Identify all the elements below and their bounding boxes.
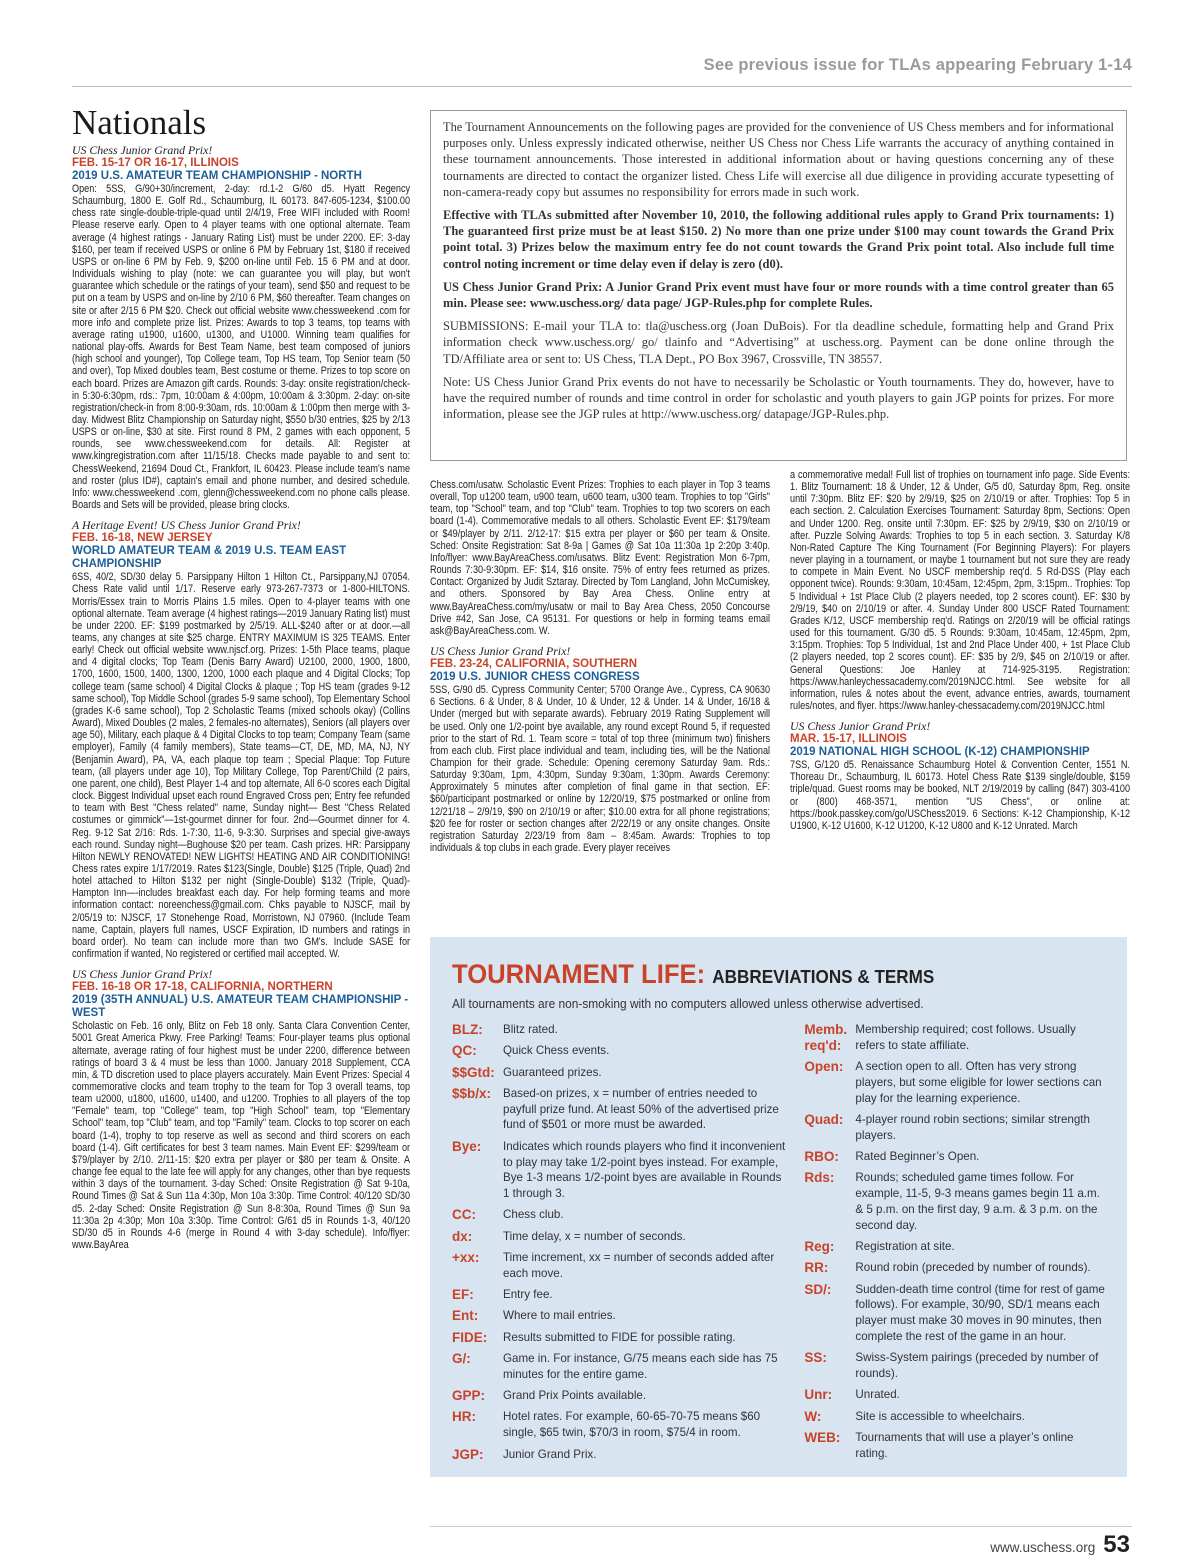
term-definition: Results submitted to FIDE for possible rating. [503,1330,736,1344]
term-abbreviation: Reg: [804,1239,835,1255]
term-definition: Entry fee. [503,1288,553,1302]
event-body: 6SS, 40/2, SD/30 delay 5. Parsippany Hilton 1 Hilton Ct., Parsippany,NJ 07054. Chess Rate valid until 1/17. Reserve early 973-267-7373 or 1-800-HILTONS. Morris/Essex train to Morris Plains 1.5 miles. Open to 4-player teams with one optional alternate. Team average (4 highest ratings—2019 January Rating list) must be under 2200. EF: $199 postmarked by 2/5/19. ALL-$240 after or at door.—all teams, any changes at site $25 charge. ENTRY MAXIMUM IS 325 TEAMS. Enter early! Check out official website www.njscf.org. Prizes: 1-5th Place teams, plaque and 4 digital clocks; Top Team (Denis Barry Award) U2100, 2000, 1900, 1800, 1700, 1600, 1500, 1400, 1300, 1200, 1000 each plaque and 4 Digital Clocks; Top college team (same school) 4 Digital Clocks & plaque ; Top HS team (grades 9-12 same school), Top Middle School (grades 5-9 same school), Top Elementary School (grades K-6 same school), Top 2 Scholastic Teams (mixed schools okay) (Collins Award), Mixed Doubles (2 males, 2 females-no alternates), Seniors (all players over age 50), Military, each plaque & 4 Digital Clocks to top team; Company Team (same employer), Family (4 family members), State teams—CT, DE, MD, MA, NJ, NY (Benjamin Award), PA, VA, each plaque top team ; Special Plaque: Top Future team, (all players under age 10), Top Military College, Top Parent/Child (2 pairs, one parent, one child), Best Player 1-4 and top alternate, All 6-0 scores each Digital clock. Biggest Individual upset each round Engraved Cross pen; Entry fee refunded to team with Best "Chess related" name, Sunday night— Best "Chess Related costumes or gimmick"—1st-gourmet dinner for four. 2nd—Gourmet dinner for 4. Reg. 9-12 Sat 2/16: Rds. 1-7:30, 11-6, 9-3:30. Surprises and special give-aways each round. Sunday night—Bughouse $20 per team. Cash prizes. HR: Parsippany Hilton NEWLY RENOVATED! NEW LIGHTS! HEATING AND AIR CONDITIONING! Chess rates expire 1/17/2019. Rates $123(Single, Double) $125 (Triple, Quad) 2nd hotel attached to Hilton $132 per night (Single-Double) $132 (Triple, Quad)-Hampton Inn—-includes breakfast each day. For help forming teams and more information contact: noreenchess@gmail.com. Chks payable to NJSCF, mail by 2/05/19 to: NJSCF, 17 Stonehenge Road, Morristown, NJ 07960. (Include Team name, Captain, players full names, USCF Expiration, ID numbers and ratings in board order). No team can include more than two GM's. Include SASE for confirmation if wanted, No registered or certified mail accepted. W. [72,571,411,961]
term-row [804,1239,1105,1255]
term-definition: Rated Beginner’s Open. [855,1150,980,1164]
term-abbreviation: BLZ: [452,1022,483,1037]
event-title: WORLD AMATEUR TEAM & 2019 U.S. TEAM EAST CHAMPIONSHIP [72,545,347,571]
event-amateur-team-north [72,144,410,511]
term-row [804,1112,1105,1144]
term-abbreviation: WEB: [804,1430,841,1446]
term-abbreviation: RBO: [804,1149,839,1165]
term-row [452,1409,786,1441]
page-number: 53 [1103,1531,1130,1558]
term-definition: Time increment, xx = number of seconds added after each move. [503,1251,775,1280]
term-definition: Membership required; cost follows. Usually refers to state affiliate. [855,1023,1076,1052]
event-title: 2019 (35TH ANNUAL) U.S. AMATEUR TEAM CHAMPIONSHIP - WEST [72,994,409,1020]
term-row [804,1282,1105,1345]
info-jgp-note: Note: US Chess Junior Grand Prix events do not have to necessarily be Scholastic or Youth tournaments. They do, however, have to have the required number of rounds and time control in order for scholastic and youth players to gain JGP points for prizes. For more information, please see the JGP rules at http://www.uschess.org/ datapage/JGP-Rules.php. [443,374,1114,422]
tournament-life-heading [452,959,1072,992]
column-middle [430,479,770,862]
term-row [452,1351,786,1383]
term-row [452,1207,786,1223]
term-abbreviation: CC: [452,1207,476,1223]
term-abbreviation: JGP: [452,1446,484,1462]
term-abbreviation: Unr: [804,1387,833,1403]
term-row [804,1409,1105,1425]
term-row [452,1065,786,1081]
footer-url: www.uschess.org [990,1540,1096,1555]
term-abbreviation: W: [804,1408,822,1424]
term-definition: Chess club. [503,1208,564,1222]
event-title: 2019 U.S. JUNIOR CHESS CONGRESS [430,671,640,684]
term-row [804,1387,1105,1403]
term-abbreviation: $$Gtd: [452,1064,495,1080]
event-date: FEB. 16-18 OR 17-18, CALIFORNIA, NORTHERN [72,981,333,994]
terms-columns [452,1022,1105,1468]
term-abbreviation: Bye: [452,1138,482,1154]
term-row [452,1388,786,1404]
term-definition: 4-player round robin sections; similar strength players. [855,1112,1090,1142]
event-junior-chess-congress-cont [790,469,1130,712]
term-abbreviation: Quad: [804,1111,844,1127]
tournament-life-title: TOURNAMENT LIFE: [452,959,706,989]
event-world-amateur-team [72,519,410,960]
term-abbreviation: $$b/x: [452,1085,492,1101]
event-body-continued: a commemorative medal! Full list of trophies on tournament info page. Side Events: 1. Blitz Tournament: 18 & Under, 12 & Under, G/5 d0, Saturday 8pm, Reg. onsite until 7:30pm. Blitz EF: $20 by 2/9/19, $25 on 2/10/19 or after. Trophies: Top 5 in each section. 2. Calculation Exercises Tournament: Saturday 8pm, Sections: Open and Under 1200. Reg. onsite until 7:30pm. EF: $25 by 2/9/19, $30 on 2/10/19 or after. Puzzle Solving Awards: Trophies to top 5 in each section. 3. Saturday K/8 Non-Rated Capture The King Tournament (For Beginning Players): For players never playing in a tournament, or maybe 1 tournament but not sure they are ready to compete in Main Event. No USCF membership req'd. 5 Rd-DSS (Play each opponent twice). Rounds: 9:30am, 10:45am, 12:45pm, 2pm, 3:15pm.. Trophies: Top 5 Individual + 1st Place Club (2 players needed, top 2 scores count). EF: $30 by 2/9/19, $40 on 2/10/19 or after. 4. Sunday Under 800 USCF Rated Tournament: Grades K/12, USCF membership req'd. Ratings on 2/20/19 will be official ratings used for this tournament. G/30 d5. 5 Rounds: 9:30am, 10:45am, 12:45pm, 2pm, 3:15pm. Trophies: Top 5 Individual, 1st and 2nd Place Under 400, + 1st Place Club (2 players needed, top 2 scores count). EF: $35 by 2/9, $45 on 2/10/19 or after. General Questions: Joe Hanley at 714-925-3195. Registration: https://www.hanleychessacademy.com/2019NJCC.html. See website for all information, rules & notes about the event, advance entries, awards, tournament rules/notes, and flyer. https://www.hanley-chessacademy.com/2019NJCC.html [790,469,1131,712]
term-abbreviation: Rds: [804,1170,835,1186]
event-body: 5SS, G/90 d5. Cypress Community Center; 5700 Orange Ave., Cypress, CA 90630 6 Sections. 6 & Under, 8 & Under, 10 & Under, 12 & Under. 14 & Under, 16/18 & Under (merged but with separate awards). February 2019 Rating Supplement will be used. Only one 1/2-point bye available, any round except Round 5, if requested prior to the start of Rd. 1. Team score = total of top three (minimum two) finishers from each club. First place individual and team, including ties, will be the National Champion for their grade. Schedule: Opening ceremony Saturday 9am. Rds.: Saturday 9:30am, 1pm, 4:30pm, Sunday 9:30am, 1:30pm. Awards Ceremony: Approximately 5 minutes after completion of final game in that section. EF: $60/participant postmarked or online by 12/20/19, $75 postmarked or online from 12/21/18 – 2/9/19, $90 on 2/10/19 or after; $10.00 extra for all phone registrations; $20 fee for roster or section changes after 2/22/19 or any onsite changes. Onsite registration Saturday 2/23/19 from 8am – 8:45am. Awards: Trophies to top individuals & top clubs in each grade. Every player receives [430,684,771,855]
term-definition: Registration at site. [855,1240,955,1254]
event-series: US Chess Junior Grand Prix! [72,143,213,157]
term-abbreviation: GPP: [452,1388,486,1404]
event-title: 2019 NATIONAL HIGH SCHOOL (K-12) CHAMPIONSHIP [790,746,1090,759]
term-definition: Tournaments that will use a player’s online rating. [855,1431,1074,1460]
term-abbreviation: EF: [452,1287,474,1303]
term-abbreviation: FIDE: [452,1329,488,1345]
term-definition: Sudden-death time control (time for rest of game follows). For example, 30/90, SD/1 means each player must make 30 moves in 90 minutes, then complete the rest of the game in an hour. [855,1282,1105,1344]
info-disclaimer: The Tournament Announcements on the following pages are provided for the convenience of US Chess members and for informational purposes only. Unless expressly indicated otherwise, neither US Chess nor Chess Life warrants the accuracy of anything contained in these tournament announcements. Those interested in additional information about or having questions concerning any of these tournaments are directed to contact the organizer listed. Chess Life will exercise all due diligence in providing accurate typesetting of non-camera-ready copy but assumes no responsibility for errors made in such work. [443,120,1114,199]
term-row [452,1250,786,1282]
event-date: FEB. 23-24, CALIFORNIA, SOUTHERN [430,658,638,671]
term-definition: Based-on prizes, x = number of entries needed to payfull prize fund. At least 50% of the advertised prize fund of $501 or more must be awarded. [503,1086,779,1132]
term-definition: Where to mail entries. [503,1309,616,1323]
term-abbreviation: Open: [804,1059,844,1075]
tournament-life-subtitle: ABBREVIATIONS & TERMS [712,967,935,987]
term-definition: Swiss-System pairings (preceded by number of rounds). [855,1351,1099,1381]
terms-left-column [452,1022,786,1468]
terms-right-column [804,1022,1105,1468]
event-series: US Chess Junior Grand Prix! [430,644,571,659]
term-row [452,1330,786,1346]
term-definition: Unrated. [855,1388,900,1402]
term-definition: Guaranteed prizes. [503,1065,602,1079]
term-row [452,1287,786,1303]
term-row [452,1229,786,1245]
term-row [804,1149,1105,1165]
tla-info-box [430,110,1127,461]
term-definition: Rounds; scheduled game times follow. For example, 11-5, 9-3 means games begin 11 a.m. & 5 p.m. on the first day, 9 a.m. & 3 p.m. on the second day. [855,1171,1100,1232]
term-abbreviation: SD/: [804,1281,832,1297]
section-title: Nationals [72,103,207,142]
term-row [452,1139,786,1202]
info-junior-grand-prix: US Chess Junior Grand Prix: A Junior Grand Prix event must have four or more rounds with a time control greater than 65 min. Please see: www.uschess.org/ data page/ JGP-Rules.php for complete Rules. [443,279,1114,311]
term-definition: Blitz rated. [503,1023,558,1036]
term-definition: Time delay, x = number of seconds. [503,1229,686,1243]
term-abbreviation: dx: [452,1228,473,1244]
term-row [804,1430,1105,1462]
bottom-rule [430,1526,1132,1527]
term-abbreviation: Ent: [452,1308,479,1324]
term-definition: Game in. For instance, G/75 means each side has 75 minutes for the entire game. [503,1352,778,1381]
term-row [452,1447,786,1463]
event-body: Open: 5SS, G/90+30/increment, 2-day: rd.1-2 G/60 d5. Hyatt Regency Schaumburg, 1800 E. Golf Rd., Schaumburg, IL 60173. 847-605-1234, $100.00 chess rate single-double-triple-quad until 2/4/19, Free WIFI included with Room! Please reserve early. Open to 4 player teams with one optional alternate. Team average (4 highest ratings - January Rating List) must be under 2200. EF: 3-day $160, per team if received USPS or online 6 PM by February 1st, $180 if received USPS or on-line 6 PM by Feb. 9, $200 on-line until Feb. 15 6 PM and at door. Individuals wishing to play (note: we can guarantee you will play, but won't guarantee which schedule or the ratings of your team), send $50 and request to be put on a team by USPS and on-line by 2/10 6 PM, $60 thereafter. Team changes on site or after 2/15 6 PM $20. Check out official website www.chessweekend .com for more info and complete prize list. Prizes: Awards to top 3 teams, top teams with average rating u1900, u1600, u1300, and U1000. Winning team qualifies for national play-offs. Awards for Best Team Name, best team composed of juniors (high school and younger), Top College team, Top HS team, Top Senior team (50 and over), Top Mixed doubles team, Best costume or theme. Prizes to top score on each board. Prizes are Amazon gift cards. Rounds: 3-day: onsite registration/check-in 5:30-6:30pm, rds.: 7pm, 10:00am & 4:00pm, 10:00am & 3:30pm. 2-day: on-site registration/check-in from 8:00-9:30am, rds. 10:00am & 1:00pm then merge with 3-day. Midwest Blitz Championship on Saturday night, $550 b/30 entries, $25 by 2/13 USPS or on-line, $30 at site. First round 8 PM, 2 games with each opponent, 5 rounds, see www.chessweekend.com for details. All: Register at www.kingregistration.com after 11/15/18. Checks made payable to and sent to: ChessWeekend, 21694 Doud Ct., Frankfort, IL 60423. Please include team's name and roster (plus ID#), captain's email and phone number, and desired schedule. Info: www.chessweekend .com, glenn@chessweekend.com no phone calls please. Boards and Sets will be provided, please bring clocks. [72,183,411,512]
event-body: Scholastic on Feb. 16 only, Blitz on Feb 18 only. Santa Clara Convention Center, 5001 Great America Pkwy. Free Parking! Teams: Four-player teams plus optional alternate, average rating of four highest must be under 2200, difference between ratings of board 3 & 4 must be less than 1000. January 2018 Supplement, CCA min, & TD discretion used to place players accurately. Main Event Prizes: Special 4 commemorative clocks and team trophy to the team for Top 3 overall teams, top team u2000, u1800, u1600, u1400, and u1200. Trophies to all players of the top "Female" team, top "College" team, top "High School" team, top "Elementary School" team, top "Club" team, and top "Family" team. Clocks to top scorer on each board (1-4), trophy to top reserve as well as second and third scorers on each board (1-4). Gift certificates for best 3 team names. Main Event EF: $299/team or $79/player by 2/10. 2/11-15: $20 extra per player or $80 per team & Onsite. A change fee equal to the late fee will apply for any changes, other than bye requests within 3 days of the tournament. 3-day Sched: Onsite Registration @ Sat 9-10a, Round Times @ Sat & Sun 11a 4:30p, Mon 10a 3:30p. Time Control: 40/120 SD/30 d5. 2-day Sched: Onsite Registration @ Sun 8-8:30a, Round Times @ Sun 9a 11:30a 2p 4:30p; Mon 10a 3:30p. Time Control: G/61 d5 in Rounds 1-3, 40/120 SD/30 d5 in Rounds 4-6 (merge in Round 4 with 3-day schedule). Info/flyer: www.BayArea [72,1020,411,1252]
column-right [790,469,1130,840]
term-row [804,1350,1105,1382]
page-footer [990,1531,1130,1559]
term-definition: Junior Grand Prix. [503,1447,597,1461]
term-definition: Hotel rates. For example, 60-65-70-75 means $60 single, $65 twin, $70/3 in room, $75/4 in room. [503,1410,761,1440]
event-amateur-team-west [72,968,410,1251]
column-left [72,144,410,1259]
info-submissions: SUBMISSIONS: E-mail your TLA to: tla@uschess.org (Joan DuBois). For tla deadline schedule, formatting help and Grand Prix information check www.uschess.org/ go/ tlainfo and “Advertising” at uschess.org. Payment can be done online through the TD/Affiliate area or sent to: US Chess, TLA Dept., PO Box 3967, Crossville, TN 38557. [443,319,1114,366]
term-definition: Site is accessible to wheelchairs. [855,1409,1025,1423]
term-definition: Quick Chess events. [503,1044,610,1058]
term-row [452,1308,786,1324]
event-title: 2019 U.S. AMATEUR TEAM CHAMPIONSHIP - NORTH [72,170,362,182]
event-amateur-team-west-cont [430,479,770,637]
tournament-life-box [430,937,1127,1477]
term-abbreviation: RR: [804,1260,829,1276]
term-abbreviation: HR: [452,1409,476,1425]
term-row [452,1086,786,1133]
term-definition: Indicates which rounds players who find it inconvenient to play may take 1/2-point byes instead. For example, Bye 1-3 means 1/2-point byes are available in Rounds 1 through 3. [503,1139,786,1201]
event-body: 7SS, G/120 d5. Renaissance Schaumburg Hotel & Convention Center, 1551 N. Thoreau Dr., Schaumburg, IL 60173. Hotel Chess Rate $139 single/double, $159 triple/quad. Guest rooms may be booked, NLT 2/19/2019 by calling (847) 303-4100 or (800) 468-3571, mention "US Chess", or online at: https://book.passkey.com/go/USChess2019. 6 Sections: K-12 Championship, K-12 U1900, K-12 U1600, K-12 U1200, K-12 U800 and K-12 Unrated. March [790,759,1131,832]
term-row [452,1043,786,1059]
event-date: FEB. 15-17 OR 16-17, ILLINOIS [72,157,239,169]
term-abbreviation: Memb. req'd: [804,1022,848,1053]
info-grand-prix-rules: Effective with TLAs submitted after November 10, 2010, the following additional rules apply to Grand Prix tournaments: 1) The guaranteed first prize must be at least $150. 2) No more than one prize under $100 may count towards the Grand Prix point total. 3) Prizes below the maximum entry fee do not count towards the Grand Prix point total. Also include full time control noting increment or time delay even if delay is zero (d0). [443,208,1114,271]
term-abbreviation: G/: [452,1351,471,1367]
event-date: MAR. 15-17, ILLINOIS [790,733,907,746]
term-row [452,1022,786,1038]
event-date: FEB. 16-18, NEW JERSEY [72,532,213,545]
event-national-high-school [790,720,1130,832]
event-body-continued: Chess.com/usatw. Scholastic Event Prizes: Trophies to each player in Top 3 teams overall, Top u1200 team, u900 team, u600 team, u300 team. Trophies to top "Girls" team, top "School" team, and top "Club" team. Trophies to top two scorers on each board (1-4). Commemorative medals to all others. Scholastic Event EF: $179/team or $49/player by 2/11. 2/12-17: $15 extra per player or $60 per team & Onsite. Sched: Onsite Registration: Sat 8-9a | Games @ Sat 10a 11:30a 1p 2:20p 3:40p. Info/flyer: www.BayAreaChess.com/usatws. Blitz Event: Registration Mon 6-7pm, Rounds 7:30-9:30pm. EF: $14, $16 onsite. 75% of entry fees returned as prizes. Contact: Organized by Judit Sztaray. Directed by Tom Langland, John McCumiskey, and others. Sponsored by Bay Area Chess. Online entry at www.BayAreaChess.com/my/usatw or mail to Bay Area Chess, 2050 Concourse Drive #42, San Jose, CA 95131. For questions or help in forming teams email ask@BayAreaChess.com. W. [430,479,771,637]
term-definition: Grand Prix Points available. [503,1389,647,1403]
event-junior-chess-congress [430,645,770,854]
top-rule [72,86,1132,87]
term-row [804,1170,1105,1233]
term-definition: A section open to all. Often has very strong players, but some eligible for lower sections can play for the learning experience. [855,1060,1102,1105]
term-abbreviation: SS: [804,1350,827,1366]
term-abbreviation: QC: [452,1043,477,1059]
event-series: US Chess Junior Grand Prix! [72,967,213,982]
term-row [804,1022,1105,1054]
event-series: US Chess Junior Grand Prix! [790,719,931,734]
term-row [804,1260,1105,1276]
issue-note-header: See previous issue for TLAs appearing February 1-14 [703,56,1132,74]
term-abbreviation: +xx: [452,1250,480,1266]
event-series: A Heritage Event! US Chess Junior Grand Prix! [72,518,301,533]
term-row [804,1059,1105,1106]
term-definition: Round robin (preceded by number of rounds). [855,1261,1091,1275]
tournament-life-note: All tournaments are non-smoking with no computers allowed unless otherwise advertised. [452,996,924,1011]
